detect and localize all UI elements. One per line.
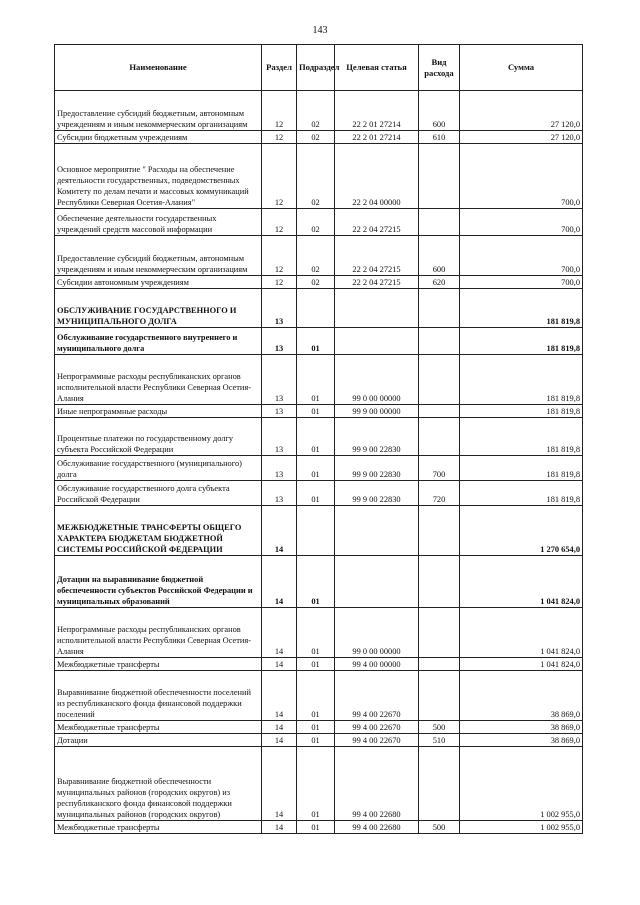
- page-number: 143: [312, 25, 328, 36]
- cell-sum: 700,0: [460, 209, 583, 236]
- header-sum: Сумма: [460, 45, 583, 91]
- cell-name: Обслуживание государственного внутреннего и муниципального долга: [55, 328, 262, 355]
- table-row: [55, 144, 583, 209]
- cell-podrazdel: 01: [297, 456, 335, 481]
- cell-name: Предоставление субсидий бюджетным, автономным учреждениям и иным некоммерческим организациям: [55, 236, 262, 276]
- cell-sum: 181 819,8: [460, 481, 583, 506]
- cell-sum: 1 041 824,0: [460, 556, 583, 608]
- cell-expense-type: 600: [419, 91, 460, 131]
- cell-name: МЕЖБЮДЖЕТНЫЕ ТРАНСФЕРТЫ ОБЩЕГО ХАРАКТЕРА БЮДЖЕТАМ БЮДЖЕТНОЙ СИСТЕМЫ РОССИЙСКОЙ ФЕДЕРАЦИИ: [55, 506, 262, 556]
- cell-expense-type: [419, 144, 460, 209]
- cell-podrazdel: 01: [297, 734, 335, 747]
- cell-name: Непрограммные расходы республиканских органов исполнительной власти Республики Северная Осетия-Алания: [55, 355, 262, 405]
- cell-razdel: 14: [262, 658, 297, 671]
- cell-expense-type: 600: [419, 236, 460, 276]
- cell-sum: 181 819,8: [460, 418, 583, 456]
- table-row: [55, 131, 583, 144]
- cell-target-article: 22 2 04 27215: [335, 276, 419, 289]
- table-row: [55, 276, 583, 289]
- cell-sum: 700,0: [460, 144, 583, 209]
- cell-podrazdel: 02: [297, 209, 335, 236]
- cell-name: Обслуживание государственного (муниципального) долга: [55, 456, 262, 481]
- cell-expense-type: 500: [419, 721, 460, 734]
- cell-target-article: 99 4 00 22680: [335, 821, 419, 834]
- cell-podrazdel: 01: [297, 608, 335, 658]
- cell-razdel: 12: [262, 131, 297, 144]
- cell-podrazdel: 01: [297, 355, 335, 405]
- cell-sum: 27 120,0: [460, 131, 583, 144]
- cell-razdel: 14: [262, 721, 297, 734]
- cell-razdel: 14: [262, 734, 297, 747]
- cell-sum: 1 002 955,0: [460, 747, 583, 821]
- cell-razdel: 14: [262, 556, 297, 608]
- cell-target-article: 99 4 00 22670: [335, 671, 419, 721]
- cell-sum: 1 002 955,0: [460, 821, 583, 834]
- cell-razdel: 13: [262, 328, 297, 355]
- cell-expense-type: [419, 671, 460, 721]
- cell-expense-type: [419, 328, 460, 355]
- table-row: [55, 821, 583, 834]
- cell-name: Выравнивание бюджетной обеспеченности поселений из республиканского фонда финансовой поддержки поселений: [55, 671, 262, 721]
- cell-razdel: 13: [262, 456, 297, 481]
- cell-name: Обслуживание государственного долга субъекта Российской Федерации: [55, 481, 262, 506]
- cell-podrazdel: 01: [297, 658, 335, 671]
- cell-razdel: 14: [262, 747, 297, 821]
- cell-target-article: [335, 289, 419, 328]
- cell-sum: 27 120,0: [460, 91, 583, 131]
- cell-target-article: 99 9 00 22830: [335, 418, 419, 456]
- table-row: [55, 236, 583, 276]
- cell-name: Выравнивание бюджетной обеспеченности муниципальных районов (городских округов) из республиканского фонда финансовой поддержки муниципальных районов (городских округов): [55, 747, 262, 821]
- cell-podrazdel: 01: [297, 405, 335, 418]
- cell-razdel: 14: [262, 608, 297, 658]
- table-row: [55, 556, 583, 608]
- cell-name: Предоставление субсидий бюджетным, автономным учреждениям и иным некоммерческим организациям: [55, 91, 262, 131]
- cell-name: Непрограммные расходы республиканских органов исполнительной власти Республики Северная Осетия-Алания: [55, 608, 262, 658]
- cell-razdel: 14: [262, 671, 297, 721]
- cell-razdel: 12: [262, 209, 297, 236]
- cell-name: Межбюджетные трансферты: [55, 721, 262, 734]
- table-row: [55, 418, 583, 456]
- cell-target-article: 99 9 00 22830: [335, 456, 419, 481]
- cell-sum: 1 041 824,0: [460, 608, 583, 658]
- cell-sum: 700,0: [460, 236, 583, 276]
- cell-podrazdel: [297, 289, 335, 328]
- cell-expense-type: 510: [419, 734, 460, 747]
- table-row: [55, 355, 583, 405]
- cell-razdel: 12: [262, 144, 297, 209]
- cell-target-article: 99 9 00 22830: [335, 481, 419, 506]
- cell-podrazdel: 02: [297, 144, 335, 209]
- cell-name: ОБСЛУЖИВАНИЕ ГОСУДАРСТВЕННОГО И МУНИЦИПАЛЬНОГО ДОЛГА: [55, 289, 262, 328]
- table-row: [55, 91, 583, 131]
- cell-name: Обеспечение деятельности государственных учреждений средств массовой информации: [55, 209, 262, 236]
- cell-target-article: 99 4 00 22670: [335, 721, 419, 734]
- cell-name: Дотации на выравнивание бюджетной обеспеченности субъектов Российской Федерации и муниципальных образований: [55, 556, 262, 608]
- table-row: [55, 747, 583, 821]
- table-row: [55, 671, 583, 721]
- cell-sum: 38 869,0: [460, 671, 583, 721]
- budget-table: [54, 44, 583, 834]
- cell-razdel: 12: [262, 236, 297, 276]
- cell-podrazdel: 01: [297, 747, 335, 821]
- cell-podrazdel: 02: [297, 236, 335, 276]
- cell-expense-type: [419, 405, 460, 418]
- table-row: [55, 209, 583, 236]
- table-row: [55, 481, 583, 506]
- cell-target-article: 99 4 00 22680: [335, 747, 419, 821]
- cell-razdel: 13: [262, 355, 297, 405]
- cell-expense-type: 720: [419, 481, 460, 506]
- cell-target-article: [335, 328, 419, 355]
- table-row: [55, 405, 583, 418]
- header-razdel: Раздел: [262, 45, 297, 91]
- cell-expense-type: 620: [419, 276, 460, 289]
- header-target-article: Целевая статья: [335, 45, 419, 91]
- cell-name: Иные непрограммные расходы: [55, 405, 262, 418]
- cell-name: Субсидии автономным учреждениям: [55, 276, 262, 289]
- cell-name: Межбюджетные трансферты: [55, 658, 262, 671]
- table-row: [55, 658, 583, 671]
- cell-expense-type: [419, 747, 460, 821]
- cell-podrazdel: 01: [297, 671, 335, 721]
- table-row: [55, 608, 583, 658]
- cell-razdel: 13: [262, 405, 297, 418]
- cell-target-article: [335, 506, 419, 556]
- cell-razdel: 12: [262, 276, 297, 289]
- cell-podrazdel: 01: [297, 556, 335, 608]
- cell-podrazdel: 01: [297, 821, 335, 834]
- cell-name: Дотации: [55, 734, 262, 747]
- cell-expense-type: 610: [419, 131, 460, 144]
- cell-sum: 181 819,8: [460, 328, 583, 355]
- cell-razdel: 13: [262, 289, 297, 328]
- cell-target-article: 22 2 04 00000: [335, 144, 419, 209]
- cell-sum: 1 041 824,0: [460, 658, 583, 671]
- cell-podrazdel: [297, 506, 335, 556]
- cell-expense-type: [419, 289, 460, 328]
- cell-target-article: 99 4 00 22670: [335, 734, 419, 747]
- table-row: [55, 721, 583, 734]
- cell-expense-type: [419, 355, 460, 405]
- cell-expense-type: [419, 418, 460, 456]
- cell-target-article: 99 0 00 00000: [335, 608, 419, 658]
- cell-name: Межбюджетные трансферты: [55, 821, 262, 834]
- table-row: [55, 734, 583, 747]
- cell-expense-type: [419, 608, 460, 658]
- table-header-row: [55, 45, 583, 91]
- cell-sum: 38 869,0: [460, 721, 583, 734]
- cell-podrazdel: 01: [297, 418, 335, 456]
- cell-podrazdel: 02: [297, 91, 335, 131]
- cell-razdel: 13: [262, 418, 297, 456]
- cell-podrazdel: 01: [297, 721, 335, 734]
- cell-sum: 181 819,8: [460, 405, 583, 418]
- cell-target-article: 22 2 01 27214: [335, 131, 419, 144]
- cell-sum: 700,0: [460, 276, 583, 289]
- cell-podrazdel: 02: [297, 131, 335, 144]
- cell-sum: 181 819,8: [460, 355, 583, 405]
- cell-razdel: 12: [262, 91, 297, 131]
- cell-podrazdel: 02: [297, 276, 335, 289]
- table-row: [55, 506, 583, 556]
- cell-expense-type: [419, 209, 460, 236]
- cell-sum: 181 819,8: [460, 456, 583, 481]
- cell-name: Процентные платежи по государственному долгу субъекта Российской Федерации: [55, 418, 262, 456]
- cell-target-article: 22 2 04 27215: [335, 236, 419, 276]
- cell-target-article: 99 4 00 00000: [335, 658, 419, 671]
- header-podrazdel: Подраздел: [297, 45, 335, 91]
- table-row: [55, 289, 583, 328]
- cell-name: Субсидии бюджетным учреждениям: [55, 131, 262, 144]
- header-expense-type: Вид расхода: [419, 45, 460, 91]
- cell-target-article: 99 0 00 00000: [335, 355, 419, 405]
- cell-razdel: 14: [262, 506, 297, 556]
- cell-target-article: 99 9 00 00000: [335, 405, 419, 418]
- cell-podrazdel: 01: [297, 481, 335, 506]
- cell-podrazdel: 01: [297, 328, 335, 355]
- cell-expense-type: [419, 506, 460, 556]
- cell-target-article: [335, 556, 419, 608]
- table-row: [55, 328, 583, 355]
- table-row: [55, 456, 583, 481]
- cell-name: Основное мероприятие " Расходы на обеспечение деятельности государственных, подведомственных Комитету по делам печати и массовых коммуникаций Республики Северная Осетия-Алания": [55, 144, 262, 209]
- cell-razdel: 13: [262, 481, 297, 506]
- cell-sum: 181 819,8: [460, 289, 583, 328]
- cell-expense-type: [419, 658, 460, 671]
- cell-sum: 38 869,0: [460, 734, 583, 747]
- header-name: Наименование: [55, 45, 262, 91]
- cell-expense-type: 700: [419, 456, 460, 481]
- cell-target-article: 22 2 01 27214: [335, 91, 419, 131]
- cell-expense-type: 500: [419, 821, 460, 834]
- cell-target-article: 22 2 04 27215: [335, 209, 419, 236]
- cell-razdel: 14: [262, 821, 297, 834]
- cell-expense-type: [419, 556, 460, 608]
- cell-sum: 1 270 654,0: [460, 506, 583, 556]
